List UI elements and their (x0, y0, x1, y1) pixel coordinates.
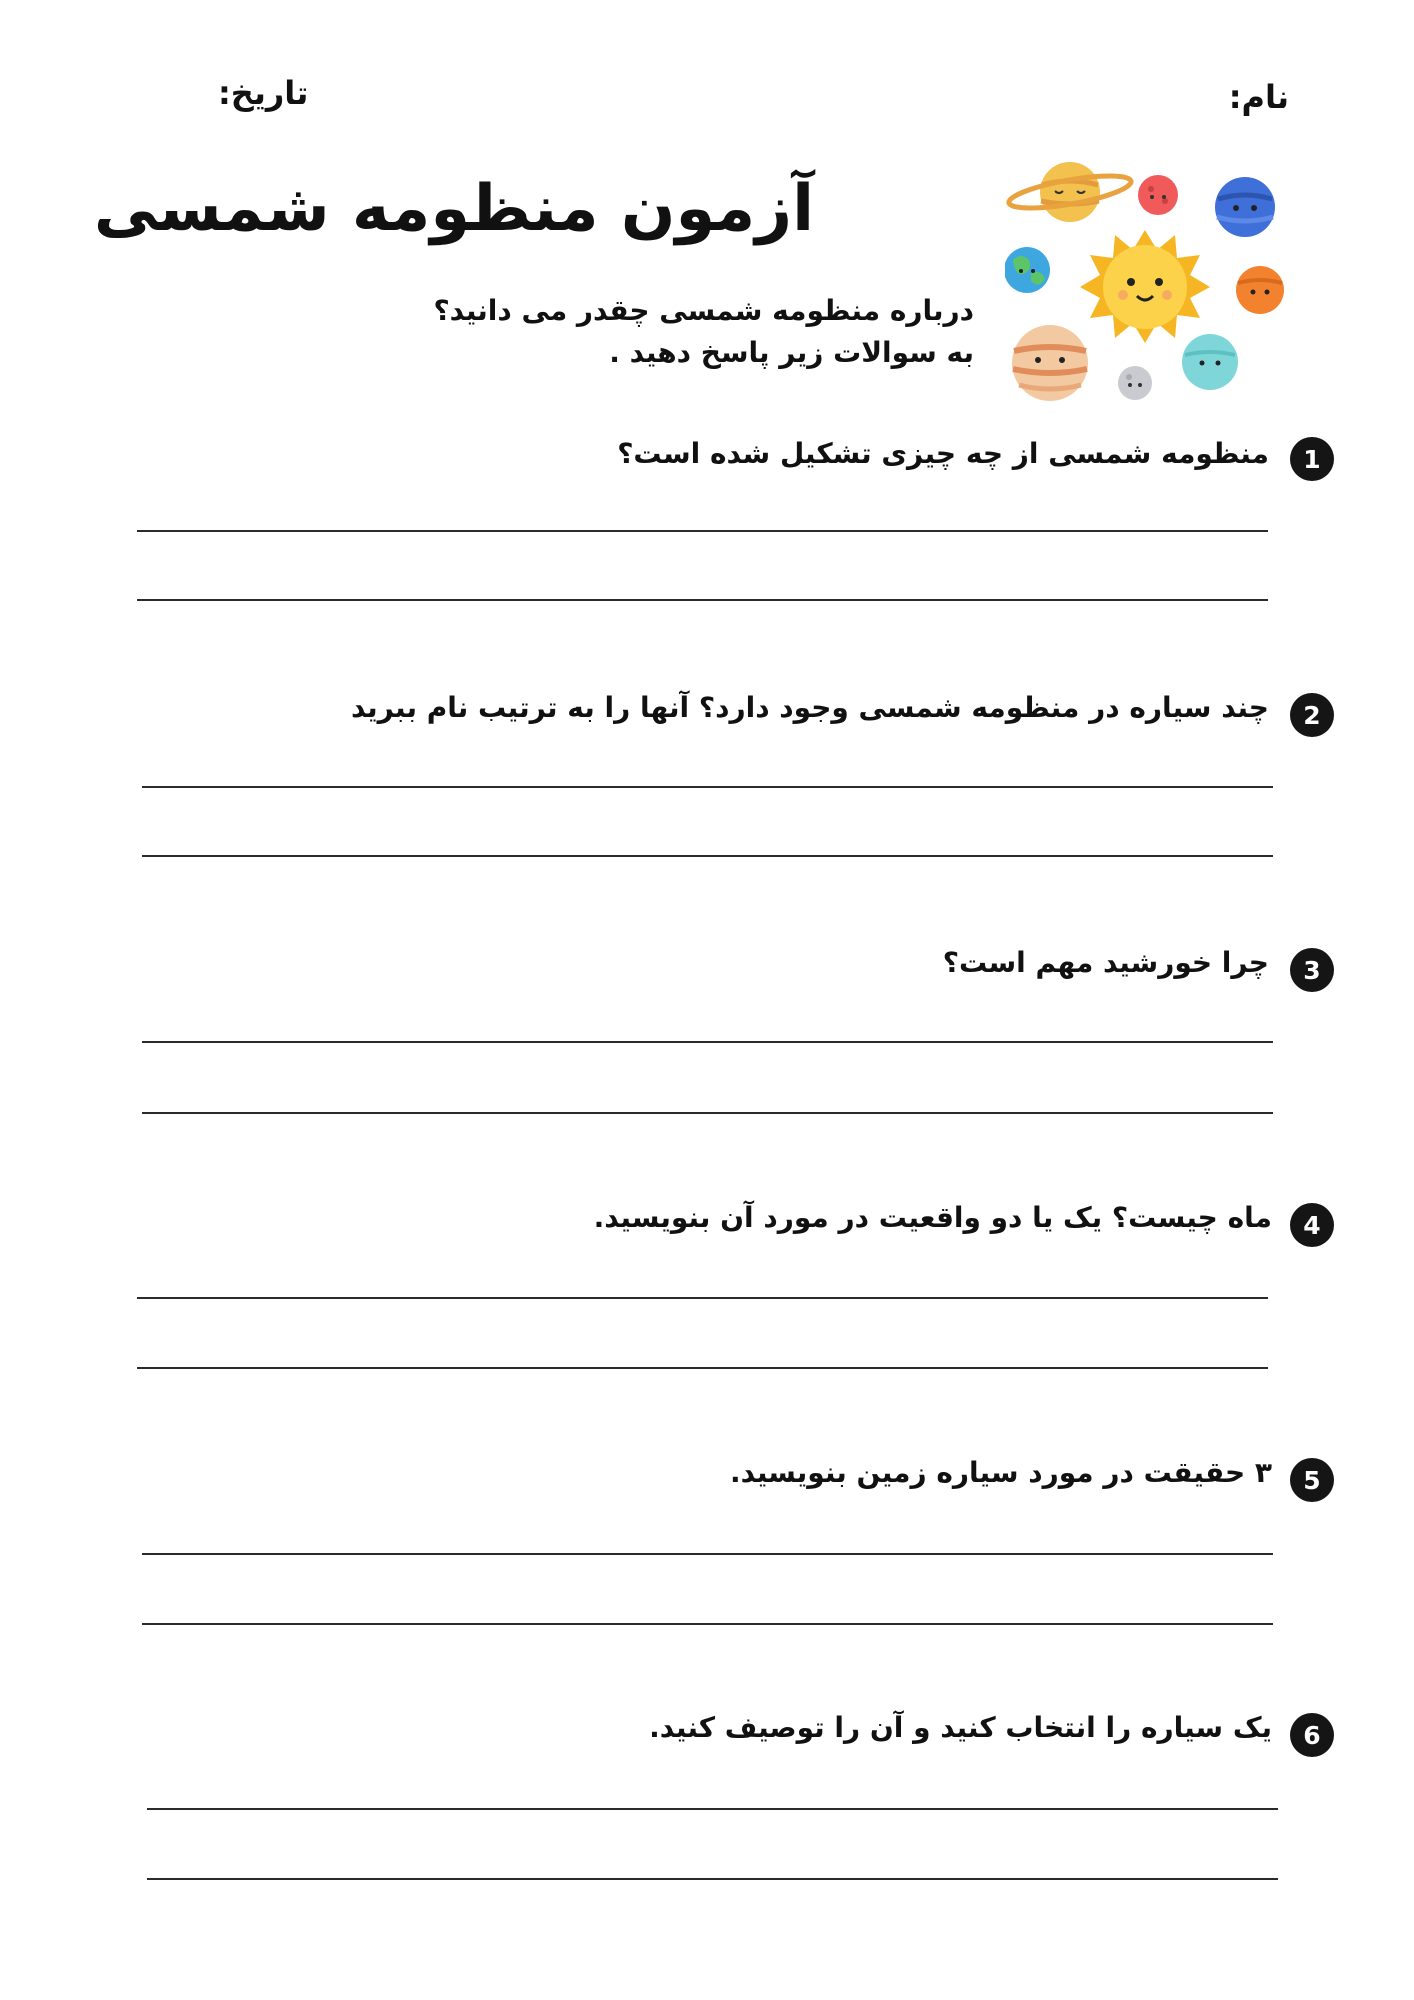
intro-line-2: به سوالات زیر پاسخ دهید . (609, 336, 974, 369)
uranus-icon (1182, 334, 1238, 390)
answer-line-3a[interactable] (142, 1041, 1273, 1043)
answer-line-1a[interactable] (137, 530, 1268, 532)
question-2-number: 2 (1290, 693, 1334, 737)
intro-line-1: درباره منظومه شمسی چقدر می دانید؟ (433, 294, 974, 327)
question-6-number: 6 (1290, 1713, 1334, 1757)
date-label: تاریخ: (218, 74, 309, 112)
sun-icon (1080, 230, 1210, 343)
question-1-number: 1 (1290, 437, 1334, 481)
question-4-number: 4 (1290, 1203, 1334, 1247)
answer-line-6b[interactable] (147, 1878, 1278, 1880)
answer-line-6a[interactable] (147, 1808, 1278, 1810)
earth-icon (1005, 247, 1050, 293)
answer-line-2b[interactable] (142, 855, 1273, 857)
question-5-number: 5 (1290, 1458, 1334, 1502)
answer-line-4b[interactable] (137, 1367, 1268, 1369)
moon-icon (1118, 366, 1152, 400)
answer-line-5a[interactable] (142, 1553, 1273, 1555)
name-label: نام: (1228, 78, 1289, 116)
mercury-icon (1236, 266, 1284, 314)
question-1-text: منظومه شمسی از چه چیزی تشکیل شده است؟ (617, 437, 1269, 470)
answer-line-1b[interactable] (137, 599, 1268, 601)
solar-system-illustration (1005, 155, 1290, 405)
answer-line-3b[interactable] (142, 1112, 1273, 1114)
question-4-text: ماه چیست؟ یک یا دو واقعیت در مورد آن بنویسید. (593, 1201, 1272, 1234)
intro-text (433, 290, 974, 374)
question-6-text: یک سیاره را انتخاب کنید و آن را توصیف کنید. (649, 1711, 1272, 1744)
question-5-text: ۳ حقیقت در مورد سیاره زمین بنویسید. (730, 1456, 1272, 1489)
neptune-icon (1215, 177, 1275, 237)
answer-line-4a[interactable] (137, 1297, 1268, 1299)
answer-line-5b[interactable] (142, 1623, 1273, 1625)
answer-line-2a[interactable] (142, 786, 1273, 788)
page-title: آزمون منظومه شمسی (93, 172, 814, 246)
question-3-number: 3 (1290, 948, 1334, 992)
saturn-icon (1007, 162, 1133, 222)
question-2-text: چند سیاره در منظومه شمسی وجود دارد؟ آنها را به ترتیب نام ببرید (350, 691, 1269, 724)
mars-icon (1138, 175, 1178, 215)
question-3-text: چرا خورشید مهم است؟ (942, 946, 1269, 979)
jupiter-icon (1012, 325, 1088, 401)
